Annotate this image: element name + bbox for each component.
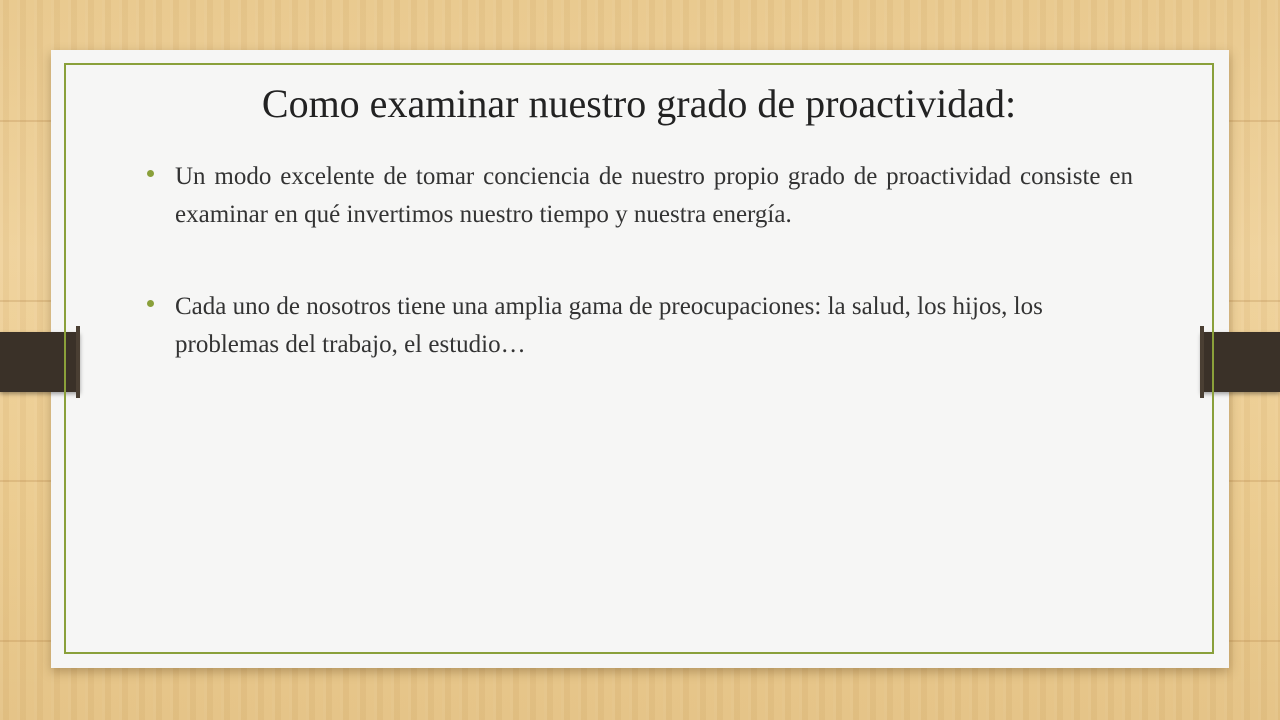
bullet-item [143, 158, 1133, 234]
slide-title: Como examinar nuestro grado de proactividad: [261, 81, 1017, 126]
bullet-text: Un modo excelente de tomar conciencia de nuestro propio grado de proactividad consiste en examinar en qué invertimos nuestro tiempo y nuestra energía. [175, 163, 1133, 228]
bullet-text: Cada uno de nosotros tiene una amplia gama de preocupaciones: la salud, los hijos, los problemas del trabajo, el estudio… [175, 293, 1043, 358]
bullet-list [143, 158, 1133, 364]
bullet-dot-icon [147, 170, 154, 177]
bullet-item [143, 288, 1133, 364]
bullet-dot-icon [147, 300, 154, 307]
